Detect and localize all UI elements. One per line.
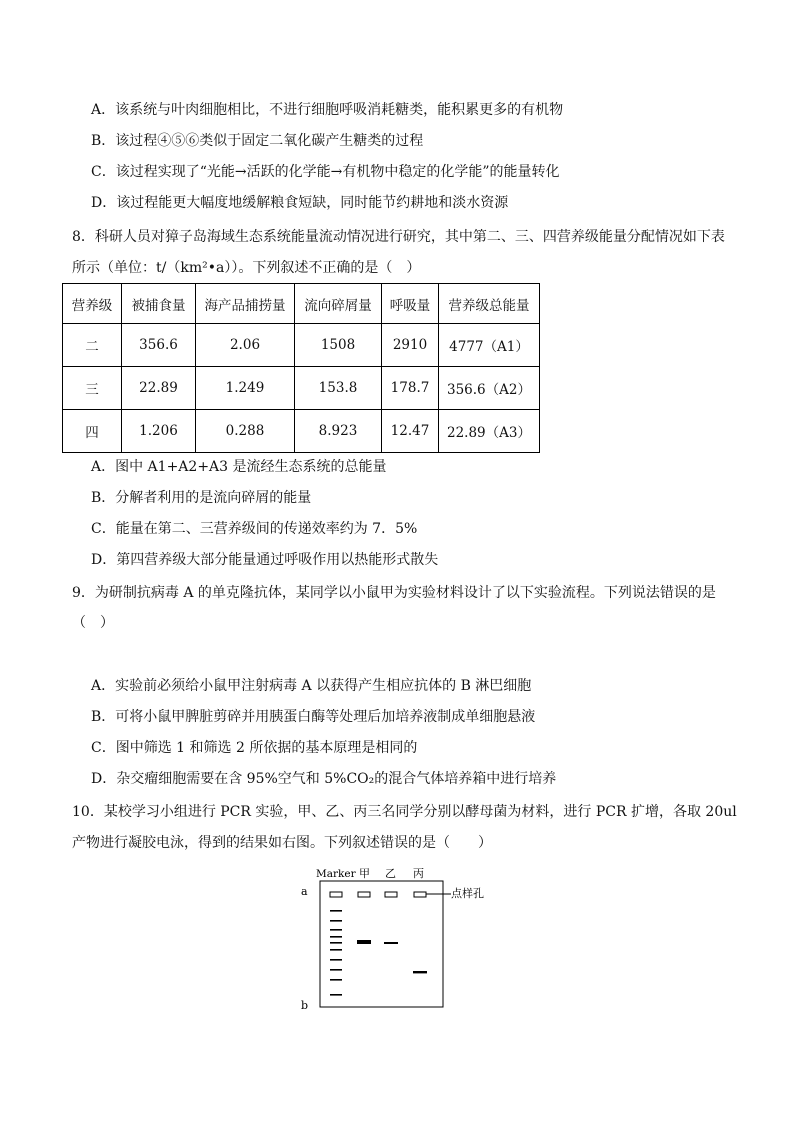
marker-band (330, 969, 342, 971)
table-cell: 4777（A1） (439, 324, 540, 367)
marker-band (330, 910, 342, 912)
lane-label-bing: 丙 (413, 867, 424, 880)
q10-stem-line1: 10．某校学习小组进行 PCR 实验，甲、乙、丙三名同学分别以酵母菌为材料，进行 PCR 扩增，各取 20ul (72, 804, 737, 820)
table-cell: 四 (63, 410, 122, 453)
table-header-cell: 流向碎屑量 (295, 284, 382, 324)
lane-label-jia: 甲 (359, 867, 370, 880)
lane-label-marker: Marker (316, 868, 356, 880)
energy-table (62, 283, 540, 453)
table-row (63, 367, 540, 410)
table-cell: 二 (63, 324, 122, 367)
q7-option-a: A．该系统与叶肉细胞相比，不进行细胞呼吸消耗糖类，能积累更多的有机物 (91, 102, 564, 118)
table-header-cell: 营养级 (63, 284, 122, 324)
table-row (63, 410, 540, 453)
marker-band (330, 936, 342, 938)
table-header-cell: 海产品捕捞量 (196, 284, 295, 324)
q8-option-b: B．分解者利用的是流向碎屑的能量 (91, 490, 312, 506)
marker-band (330, 949, 342, 951)
q8-option-c: C．能量在第二、三营养级间的传递效率约为 7．5% (91, 521, 418, 537)
table-header-cell: 被捕食量 (122, 284, 196, 324)
q8-stem-line2: 所示（单位：t/（km²•a））。下列叙述不正确的是（ ） (72, 260, 421, 276)
well-marker (330, 892, 342, 897)
q9-option-c: C．图中筛选 1 和筛选 2 所依据的基本原理是相同的 (91, 740, 418, 756)
q10-stem-line2: 产物进行凝胶电泳，得到的结果如右图。下列叙述错误的是（ ） (72, 835, 492, 851)
gel-electrophoresis-figure (298, 863, 508, 1013)
table-cell: 356.6（A2） (439, 367, 540, 410)
gel-diagram (298, 863, 508, 1013)
table-cell: 22.89（A3） (439, 410, 540, 453)
band-jia (357, 940, 371, 944)
marker-band (330, 979, 342, 981)
table-cell: 2910 (382, 324, 439, 367)
band-bing (413, 971, 427, 973)
table-cell: 1.249 (196, 367, 295, 410)
q9-option-a: A．实验前必须给小鼠甲注射病毒 A 以获得产生相应抗体的 B 淋巴细胞 (91, 678, 532, 694)
q7-option-d: D．该过程能更大幅度地缓解粮食短缺，同时能节约耕地和淡水资源 (91, 195, 509, 211)
marker-band (330, 929, 342, 931)
q8-option-a: A．图中 A1+A2+A3 是流经生态系统的总能量 (91, 459, 387, 475)
q7-option-b: B．该过程④⑤⑥类似于固定二氧化碳产生糖类的过程 (91, 133, 424, 149)
table-cell: 1508 (295, 324, 382, 367)
gel-frame (320, 881, 443, 1007)
marker-band (330, 994, 342, 996)
table-cell: 12.47 (382, 410, 439, 453)
table-cell: 22.89 (122, 367, 196, 410)
marker-band (330, 920, 342, 922)
lane-label-yi: 乙 (385, 867, 396, 880)
band-yi (384, 942, 398, 944)
q8-stem-line1: 8．科研人员对獐子岛海域生态系统能量流动情况进行研究，其中第二、三、四营养级能量分配情况如下表 (72, 229, 725, 245)
q7-option-c: C．该过程实现了“光能→活跃的化学能→有机物中稳定的化学能”的能量转化 (91, 164, 560, 180)
table-cell: 0.288 (196, 410, 295, 453)
table-cell: 178.7 (382, 367, 439, 410)
well-bing (414, 892, 426, 897)
table-header-cell: 营养级总能量 (439, 284, 540, 324)
table-cell: 1.206 (122, 410, 196, 453)
table-cell: 三 (63, 367, 122, 410)
q8-option-d: D．第四营养级大部分能量通过呼吸作用以热能形式散失 (91, 552, 439, 568)
gel-end-b-label: b (301, 999, 309, 1012)
table-row (63, 324, 540, 367)
well-jia (358, 892, 370, 897)
marker-band (330, 959, 342, 961)
q9-option-d: D．杂交瘤细胞需要在含 95%空气和 5%CO₂的混合气体培养箱中进行培养 (91, 771, 557, 787)
table-header-cell: 呼吸量 (382, 284, 439, 324)
table-cell: 2.06 (196, 324, 295, 367)
well-yi (385, 892, 397, 897)
table-cell: 8.923 (295, 410, 382, 453)
q9-stem-line1: 9．为研制抗病毒 A 的单克隆抗体，某同学以小鼠甲为实验材料设计了以下实验流程。下列说法错误的是 (72, 585, 716, 601)
table-cell: 153.8 (295, 367, 382, 410)
gel-end-a-label: a (301, 885, 308, 898)
q9-stem-line2: （ ） (72, 615, 114, 631)
table-cell: 356.6 (122, 324, 196, 367)
table-header-row (63, 284, 540, 324)
marker-band (330, 942, 342, 944)
q9-option-b: B．可将小鼠甲脾脏剪碎并用胰蛋白酶等处理后加培养液制成单细胞悬液 (91, 709, 536, 725)
well-label: 点样孔 (451, 887, 484, 900)
